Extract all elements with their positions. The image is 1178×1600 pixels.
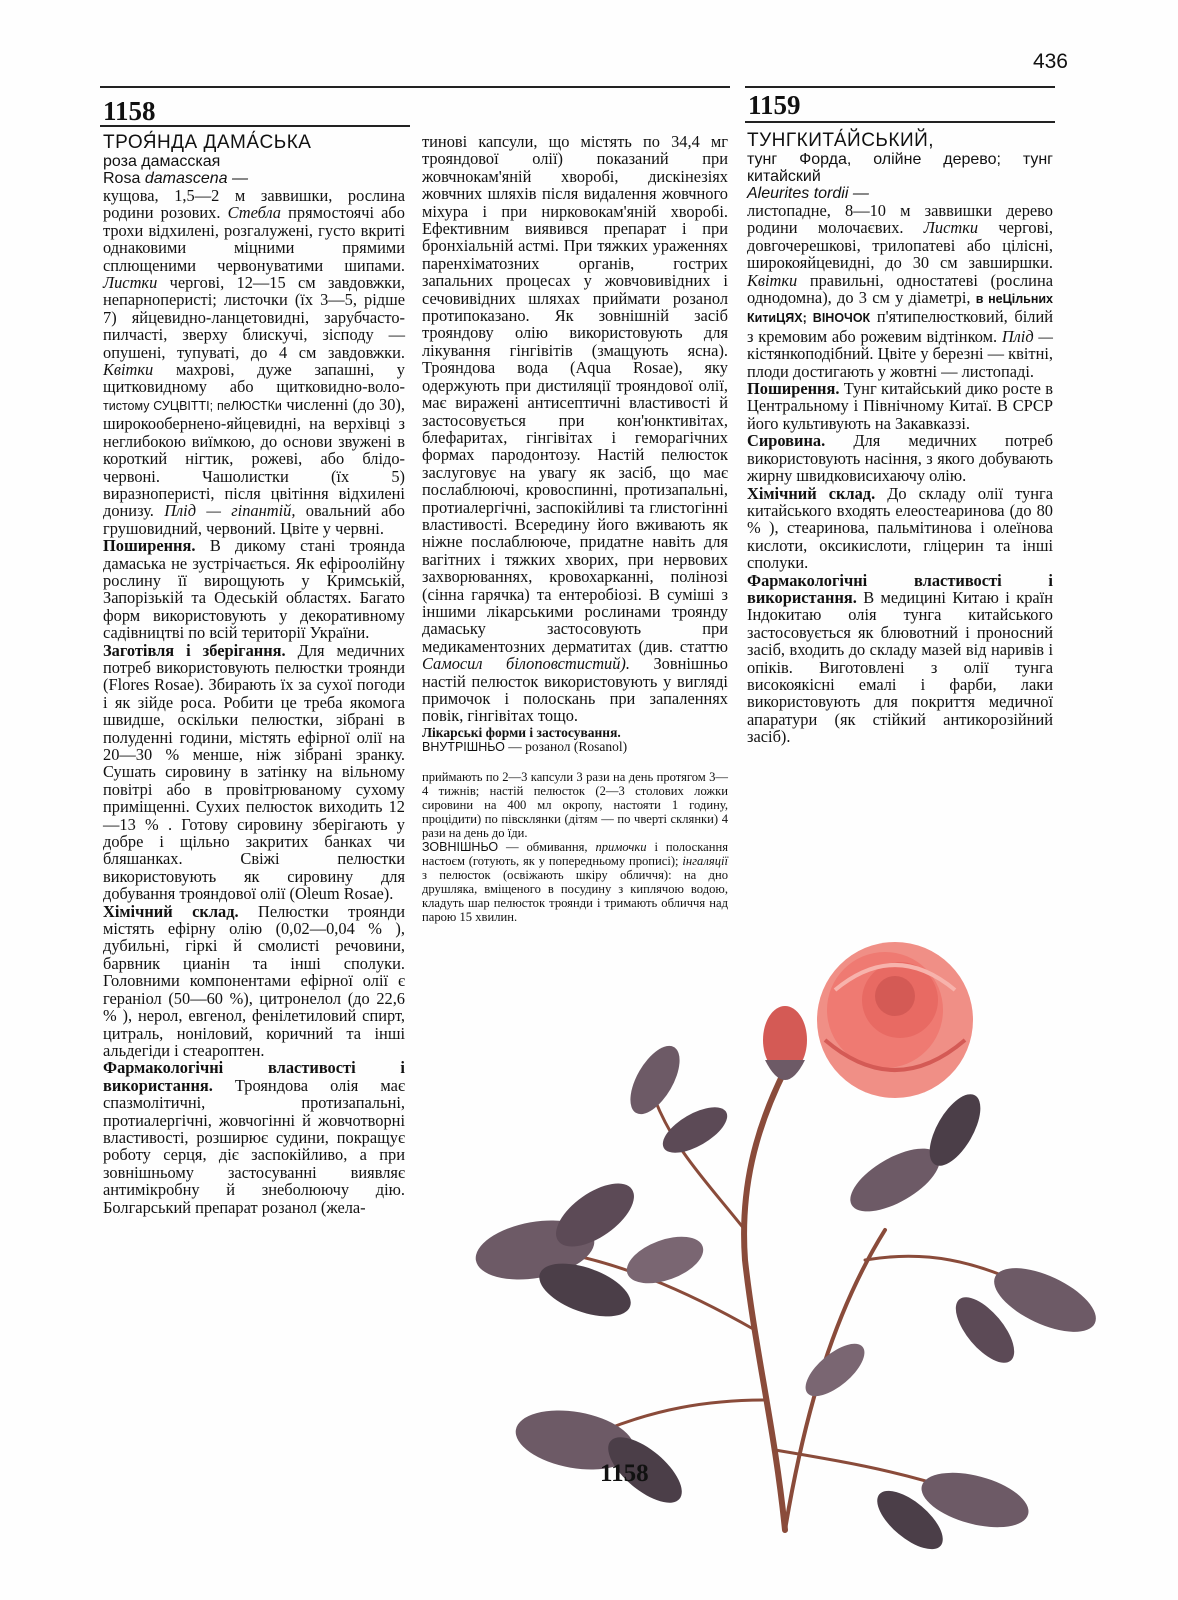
entry-title: ТРОЯ́НДА ДАМА́СЬКА <box>103 132 312 153</box>
pharmacology-paragraph: Фармакологічні властивості і використання. Трояндова олія має спазмолітичні, протизапальні, протиалергічні, жовчогінні й жовчотворні властивості, розширює судини, покращує роботу серця, діє заспокійливо, а при зовнішньому застосуванні виявляє антимікробну й знеболюючу дію. Болгарський препарат розанол (жела- <box>103 1058 405 1217</box>
entry-1158-column-1 <box>103 133 405 1216</box>
latin-name: Rosa damascena — <box>103 170 248 187</box>
entry-title: ТУНГКИТА́ЙСЬКИЙ, <box>747 130 935 151</box>
right-entry-rule <box>745 121 1055 123</box>
chemistry-paragraph: Хімічний склад. До складу олії тунга китайського входять елеостеаринова (до 80 % ), стеаринова, пальмітинова і олеїнова кислоти, оксикислоти, гліцерин та інші сполуки. <box>747 483 1053 573</box>
entry-1159-column <box>747 131 1053 746</box>
entry-number-1159: 1159 <box>748 90 801 120</box>
usage-details: приймають по 2—3 капсули 3 рази на день протягом 3—4 тижнів; настій пелюсток (2—3 столових ложки сировини на 400 мл окропу, настояти 1 годину, процідити) по півсклянки (дітям — по чверті склянки) 4 рази на день до їди. ЗОВНІШНЬО — обмивання, примочки і полоскання настоєм (готують, як у попередньому прописі); інгаляції з пелюсток (освіжають шкіру обличчя): на дно друшляка, вміщеного в посудину з киплячою водою, кладуть шар пелюсток троянди і тримають обличчя над парою 15 хвилин. <box>422 769 728 924</box>
forms-heading: Лікарські форми і застосування. <box>422 724 621 740</box>
left-header-rule <box>100 86 730 88</box>
pharmacology-paragraph: Фармакологічні властивості і використання. В медицині Китаю і країн Індокитаю олія тунга китайського застосовується як блювотний і проносний засіб, входить до складу мазей від наривів і опіків. Виготовлені з олії тунга високоякісні емалі і фарби, лаки використовують для покриття медичної апаратури (як стійкий антикорозійний засіб). <box>747 570 1053 747</box>
rose-bud <box>763 1006 807 1080</box>
chemistry-paragraph: Хімічний склад. Пелюстки троянди містять ефірну олію (0,02—0,04 % ), дубильні, гіркі й смолисті речовини, барвник цианін та інші сполуки. Головними компонентами ефірної олії є гераніол (50—60 %), цитронелол (до 22,6 % ), нерол, евгенол, фенілетиловий спирт, цитраль, ноніловий, коричний та інші альдегіди і стеароптен. <box>103 901 405 1060</box>
russian-name: роза дамасская <box>103 153 221 170</box>
figure-number: 1158 <box>600 1460 649 1487</box>
right-header-rule <box>745 86 1055 88</box>
page-number: 436 <box>1032 50 1068 73</box>
spread-paragraph: Поширення. Тунг китайський дико росте в Центральному і Північному Китаї. В СРСР його культивують на Закавказзі. <box>747 379 1053 433</box>
russian-name: тунг Форда, олійне дерево; тунг китайский <box>747 151 1053 185</box>
raw-material-paragraph: Сировина. Для медичних потреб використовують насіння, з якого добувають жирну швидковисихаючу олію. <box>747 431 1053 486</box>
rose-flower <box>817 942 973 1098</box>
harvest-paragraph: Заготівля і зберігання. Для медичних потреб використовують пелюстки троянди (Flores Rosae). Збирають їх за сухої погоди і як зійде роса. Робити це треба якомога швидше, оскільки пелюстки, зібрані в полуденні години, містять ефірної олії на 20—30 % менше, ніж зібрані зранку. Сушать сировину в затінку на вільному повітрі або в провітрюваному сухому приміщенні. Сухих пелюсток виходить 12—13 % . Готову сировину зберігають у добре і щільно закритих банках чи бляшанках. Свіжі пелюстки використовують як сировину для добування трояндової олії (Oleum Rosae). <box>103 640 405 904</box>
description-paragraph: кущова, 1,5—2 м заввишки, рослина родини розових. Стебла прямостоячі або трохи відхилені, розгалужені, густо вкриті однаковими міцними прямими сплющеними червонуватими шипами. Листки чергові, 12—15 см завдовжки, непарноперисті; листочки (їх 3—5, рідше 7) яйцевидно-ланцетовидні, зарубчасто-пилчасті, зверху блискучі, зісподу — опушені, тупуваті, до 4 см завдовжки. Квітки махрові, дуже запашні, у щитковидному або щитковидно-воло- тистому СУЦВІТТІ; пеЛЮСТКи численні (до 30), широкообернено-яйцевидні, на верхівці з неглибокою виїмкою, до основи звужені в короткий нігтик, рожеві, або блідо-червоні. Чашолистки (їх 5) виразноперисті, після цвітіння відхилені донизу. Плід — гіпантій, овальний або грушовидний, червоний. Цвіте у червні. <box>103 186 405 538</box>
entry-number-1158: 1158 <box>103 96 156 126</box>
entry-1158-column-2 <box>422 133 728 924</box>
rose-illustration <box>455 930 1155 1560</box>
rose-leaves <box>471 1038 1105 1559</box>
latin-name: Aleurites tordii — <box>747 185 869 202</box>
pharmacology-continued: тинові капсули, що містять по 34,4 мг трояндової олії) показаний при жовчнокам'яній хворобі, дискінезіях жовчних шляхів після видалення жовчного міхура і при нирковокам'яній хворобі. Ефективним виявився препарат і при бронхіальній астмі. При тяжких ураженнях паренхіматозних органів, гострих запальних процесах у жовчовивідних і сечовивідних шляхах приймати розанол протипоказано. Як зовнішній засіб трояндову олію використовують для лікування гінгівітів (змащують ясна). Трояндова вода (Aqua Rosae), яку одержують при дистиляції трояндової олії, має виражені антисептичні властивості й застосовується при кон'юнктивітах, блефаритах, гінгівітах і геморагічних формах пародонтозу. Настій пелюсток заслуговує на увагу як засіб, що має послаблюючі, кровоспинні, протизапальні, протиалергічні, заспокійливі та глистогінні властивості. Всередину його вживають як ніжне послаблююче, придатне навіть для вагітних і тяжких хворих, при нервових захворюваннях, кровохарканні, полінозі (сінна гарячка) та ентеробіозі. В суміші з іншими лікарськими рослинами троянду дамаську застосовують при медикаментозних дерматитах (див. статтю Самосил білоповстистий). Зовнішньо настій пелюсток використовують у вигляді примочок і полоскань при запаленнях повік, гінгівітах тощо. <box>422 132 728 726</box>
spread-paragraph: Поширення. В дикому стані троянда дамаська не зустрічається. Як ефіроолійну рослину її вирощують у Кримській, Запорізькій та Одеській областях. Багато форм використовують у декоративному садівництві по всій території України. <box>103 536 405 643</box>
internal-use-line: ВНУТРІШНЬО — розанол (Rosanol) <box>422 738 628 754</box>
description-paragraph: листопадне, 8—10 м заввишки дерево родини молочаєвих. Листки чергові, довгочерешкові, трилопатеві або цілісні, широкояйцевидні, до 30 см завширшки. Квітки правильні, одностатеві (рослина однодомна), до 3 см у діаметрі, в неЦільних КитиЦЯХ; ВІНОЧОК п'ятипелюстковий, білий з кремовим або рожевим відтінком. Плід — кістянкоподібний. Цвіте у березні — квітні, плоди достигають у жовтні — листопаді. <box>747 201 1054 381</box>
